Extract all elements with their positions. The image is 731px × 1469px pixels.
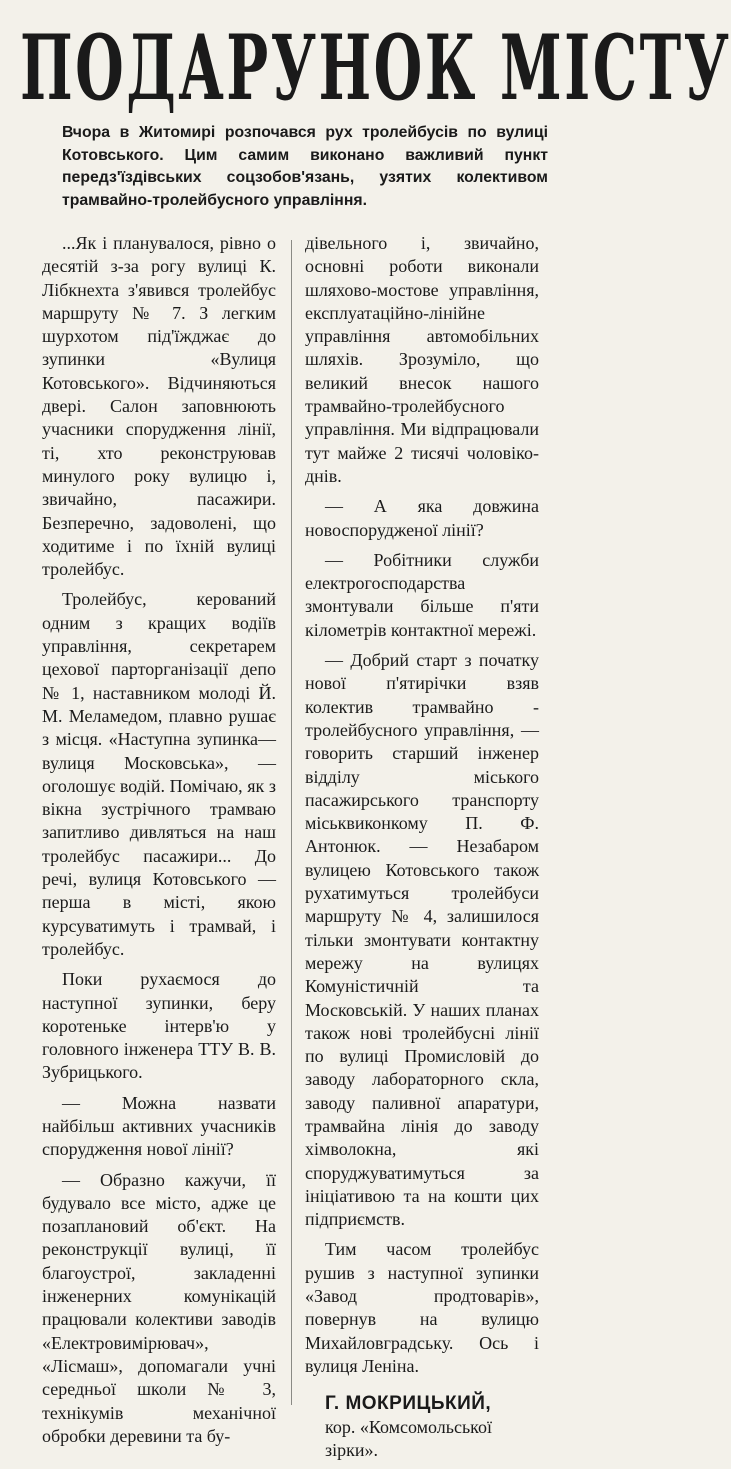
body-paragraph: ...Як і планувалося, рівно о десятій з-за рогу вулиці К. Лібкнехта з'явився тролейбус маршруту № 7. З легким шурхотом під'їжджає до зупинки «Вулиця Котовського». Відчиняються двері. Салон заповнюють учасники спорудження лінії, ті, хто реконструював минулого року вулицю і, звичайно, пасажири. Безперечно, задоволені, що ходитиме і по їхній вулиці тролейбус. — [42, 233, 276, 580]
author-affiliation: кор. «Комсомольської зірки». — [325, 1416, 493, 1460]
interview-answer: — Образно кажучи, її будувало все місто, адже це позаплановий об'єкт. На реконструкції вулиці, її благоустрої, закладенні інженерних комунікацій працювали колективи заводів «Електровимірювач», «Лісмаш», допомагали учні середньої школи № 3, технікумів механічної обробки деревини та бу- — [42, 1169, 276, 1446]
body-paragraph: Тим часом тролейбус рушив з наступної зупинки «Завод продтоварів», повернув на вулицю Михайловградську. Ось і вулиця Леніна. — [305, 1239, 539, 1376]
interview-question: — А яка довжина новоспорудженої лінії? — [305, 496, 539, 540]
body-paragraph: Тролейбус, керований одним з кращих водіїв управління, секретарем цехової парторганізації депо № 1, наставником молоді Й. М. Меламедом, плавно рушає з місця. «Наступна зупинка— вулиця Московська», — оголошує водій. Помічаю, як з вікна зустрічного трамваю запитливо дивляться на наш тролейбус пасажири... До речі, вулиця Котовського — перша в місті, якою курсуватимуть і трамвай, і тролейбус. — [42, 589, 276, 959]
body-paragraph: Поки рухаємося до наступної зупинки, беру коротеньке інтерв'ю у головного інженера ТТУ В. В. Зубрицького. — [42, 969, 276, 1083]
headline: ПОДАРУНОК МІСТУ — [20, 15, 731, 121]
quote-paragraph: — Добрий старт з початку нової п'ятирічки взяв колектив трамвайно - тролейбусного управління, — говорить старший інженер відділу міського пасажирського транспорту міськвиконкому П. Ф. Антонюк. — Незабаром вулицею Котовського також рухатимуться тролейбуси маршруту № 4, залишилося тільки змонтувати контактну мережу на вулицях Комуністичній та Московській. У наших планах також нові тролейбусні лінії по вулиці Промисловій до заводу лабораторного скла, заводу паливної апаратури, трамвайна лінія до заводу хімволокна, які споруджуватимуться за ініціативою та на кошти цих підприємств. — [305, 650, 539, 1230]
interview-answer: — Робітники служби електрогосподарства змонтували більше п'яти кілометрів контактної мережі. — [305, 549, 539, 640]
author-byline: Г. МОКРИЦЬКИЙ, — [325, 1393, 492, 1415]
right-column — [305, 232, 539, 1469]
lead-paragraph: Вчора в Житомирі розпочався рух тролейбусів по вулиці Котовського. Цим самим виконано важливий пункт передз'їздівських соцзобов'язань, узятих колективом трамвайно-тролейбусного управління. — [62, 124, 548, 209]
left-column — [42, 232, 276, 1455]
column-divider — [291, 240, 292, 1405]
body-paragraph: дівельного і, звичайно, основні роботи виконали шляхово-мостове управління, експлуатаційно-лінійне управління автомобільних шляхів. Зрозуміло, що великий внесок нашого трамвайно-тролейбусного управління. Ми відпрацювали тут майже 2 тисячі чоловіко-днів. — [305, 233, 539, 486]
interview-question: — Можна назвати найбільш активних учасників спорудження нової лінії? — [42, 1092, 276, 1160]
